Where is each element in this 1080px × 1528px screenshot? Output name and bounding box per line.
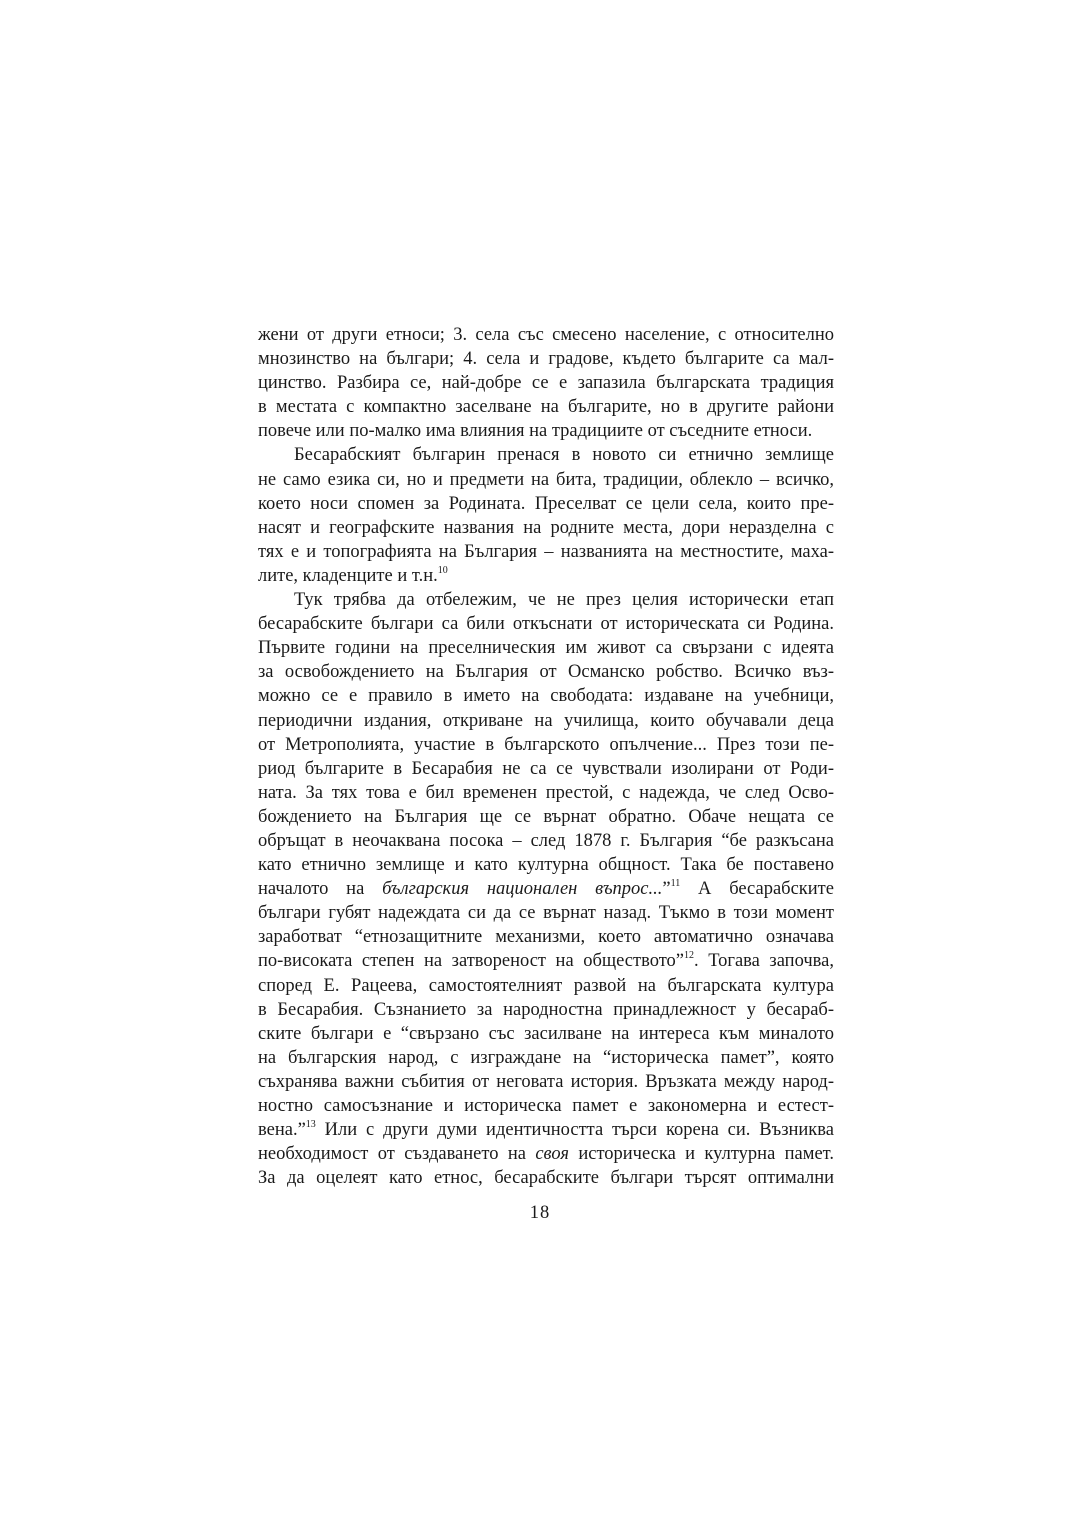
text-line xyxy=(258,492,834,516)
text-segment: българи губят надеждата си да се върнат назад. Тъкмо в този момент xyxy=(258,903,834,924)
text-line xyxy=(258,612,834,636)
text-line xyxy=(258,805,834,829)
text-line xyxy=(258,1070,834,1094)
italic-text: българския национален въпрос... xyxy=(382,879,663,900)
text-segment: което носи спомен за Родината. Преселват се цели села, които пре- xyxy=(258,493,834,514)
text-line xyxy=(258,1046,834,1070)
text-line xyxy=(258,1166,834,1190)
text-line xyxy=(258,443,834,467)
text-segment: ната. За тях това е бил временен престой, с надежда, че след Осво- xyxy=(258,782,834,803)
text-line xyxy=(258,998,834,1022)
text-segment: бесарабските българи са били откъснати от историческата си Родина. xyxy=(258,614,834,635)
footnote-reference: 11 xyxy=(670,878,681,889)
text-segment: насят и географските названия на родните места, дори неразделна с xyxy=(258,517,834,538)
text-segment: жени от други етноси; 3. села със смесено население, с относително xyxy=(258,325,834,345)
text-segment: в местата с компактно заселване на българите, но в другите райони xyxy=(258,397,834,418)
text-line xyxy=(258,733,834,757)
footnote-reference: 10 xyxy=(437,564,448,576)
text-segment: на българския народ, с изграждане на “историческа памет”, която xyxy=(258,1047,834,1068)
text-segment: . Тогава започва, xyxy=(694,951,834,972)
text-line xyxy=(258,1094,834,1118)
page-number: 18 xyxy=(529,1203,551,1223)
text-line xyxy=(258,1142,834,1166)
text-segment: Или с други думи идентичността търси корена си. Възниква xyxy=(315,1120,834,1141)
footnote-reference: 12 xyxy=(684,950,695,962)
text-segment: от Метрополията, участие в българското опълчение... През този пе- xyxy=(258,734,834,755)
text-line xyxy=(258,660,834,684)
text-segment: риод българите в Бесарабия не са се чувствали изолирани от Роди- xyxy=(258,758,834,779)
text-segment: вена.” xyxy=(258,1120,306,1141)
text-segment: според Е. Рацеева, самостоятелният развой на българската култура xyxy=(258,975,834,996)
text-segment: ските българи е “свързано със засилване на интереса към миналото xyxy=(258,1023,834,1044)
body-text xyxy=(258,323,834,1190)
text-line xyxy=(258,853,834,877)
text-line xyxy=(258,636,834,660)
text-segment: Тук трябва да отбележим, че не през целия исторически етап xyxy=(294,590,834,611)
text-segment: лите, кладенците и т.н. xyxy=(258,565,438,586)
text-segment: бождението на България ще се върнат обратно. Обаче нещата се xyxy=(258,806,834,827)
text-line xyxy=(258,347,834,371)
text-segment: в Бесарабия. Съзнанието за народностна принадлежност у бесараб- xyxy=(258,999,834,1020)
text-line xyxy=(258,588,834,612)
text-segment: периодични издания, откриване на училища, които обучавали деца xyxy=(258,710,834,731)
text-line xyxy=(258,757,834,781)
text-segment: обръщат в неочаквана посока – след 1878 г. България “бе разкъсана xyxy=(258,830,834,851)
text-segment: мнозинство на българи; 4. села и градове, където българите са мал- xyxy=(258,349,834,370)
text-line xyxy=(258,540,834,564)
text-line xyxy=(258,974,834,998)
text-line xyxy=(258,323,834,347)
text-segment: по-високата степен на затвореност на обществото” xyxy=(258,951,685,972)
text-segment: ” xyxy=(662,879,671,900)
text-line xyxy=(258,1118,834,1142)
text-line xyxy=(258,395,834,419)
text-line xyxy=(258,877,834,901)
text-segment: А бесарабските xyxy=(680,879,834,900)
text-line xyxy=(258,709,834,733)
text-segment: съхранява важни събития от неговата история. Връзката между народ- xyxy=(258,1071,834,1092)
text-segment: необходимост от създаването на xyxy=(258,1144,536,1165)
text-line xyxy=(258,781,834,805)
text-line xyxy=(258,1022,834,1046)
text-segment: историческа и културна памет. xyxy=(568,1144,835,1165)
text-line xyxy=(258,564,834,588)
text-segment: За да оцелеят като етнос, бесарабските българи търсят оптимални xyxy=(258,1168,834,1189)
text-line xyxy=(258,516,834,540)
text-segment: можно се е правило в името на свободата: издаване на учебници, xyxy=(258,686,834,707)
italic-text: своя xyxy=(535,1144,569,1165)
text-segment: заработват “етнозащитните механизми, което автоматично означава xyxy=(258,927,834,948)
text-line xyxy=(258,925,834,949)
text-segment: Първите години на преселническия им живот са свързани с идеята xyxy=(258,638,834,659)
text-segment: цинство. Разбира се, най-добре се е запазила българската традиция xyxy=(258,373,834,394)
text-segment: началото на xyxy=(258,879,383,900)
footnote-reference: 13 xyxy=(305,1118,316,1130)
text-line xyxy=(258,684,834,708)
text-segment: Бесарабският българин пренася в новото си етнично землище xyxy=(294,445,834,466)
text-line xyxy=(258,371,834,395)
text-line xyxy=(258,468,834,492)
text-segment: повече или по-малко има влияния на традициите от съседните етноси. xyxy=(258,421,813,442)
text-segment: ностно самосъзнание и историческа памет е закономерна и естест- xyxy=(258,1096,834,1116)
text-segment: тях е и топографията на България – названията на местностите, маха- xyxy=(258,541,834,562)
text-segment: като етнично землище и като културна общност. Така бе поставено xyxy=(258,855,834,876)
text-line xyxy=(258,949,834,973)
text-line xyxy=(258,419,834,443)
text-line xyxy=(258,901,834,925)
text-line xyxy=(258,829,834,853)
text-segment: за освобождението на България от Османско робство. Всичко въз- xyxy=(258,662,834,683)
text-segment: не само езика си, но и предмети на бита, традиции, облекло – всичко, xyxy=(258,469,834,490)
